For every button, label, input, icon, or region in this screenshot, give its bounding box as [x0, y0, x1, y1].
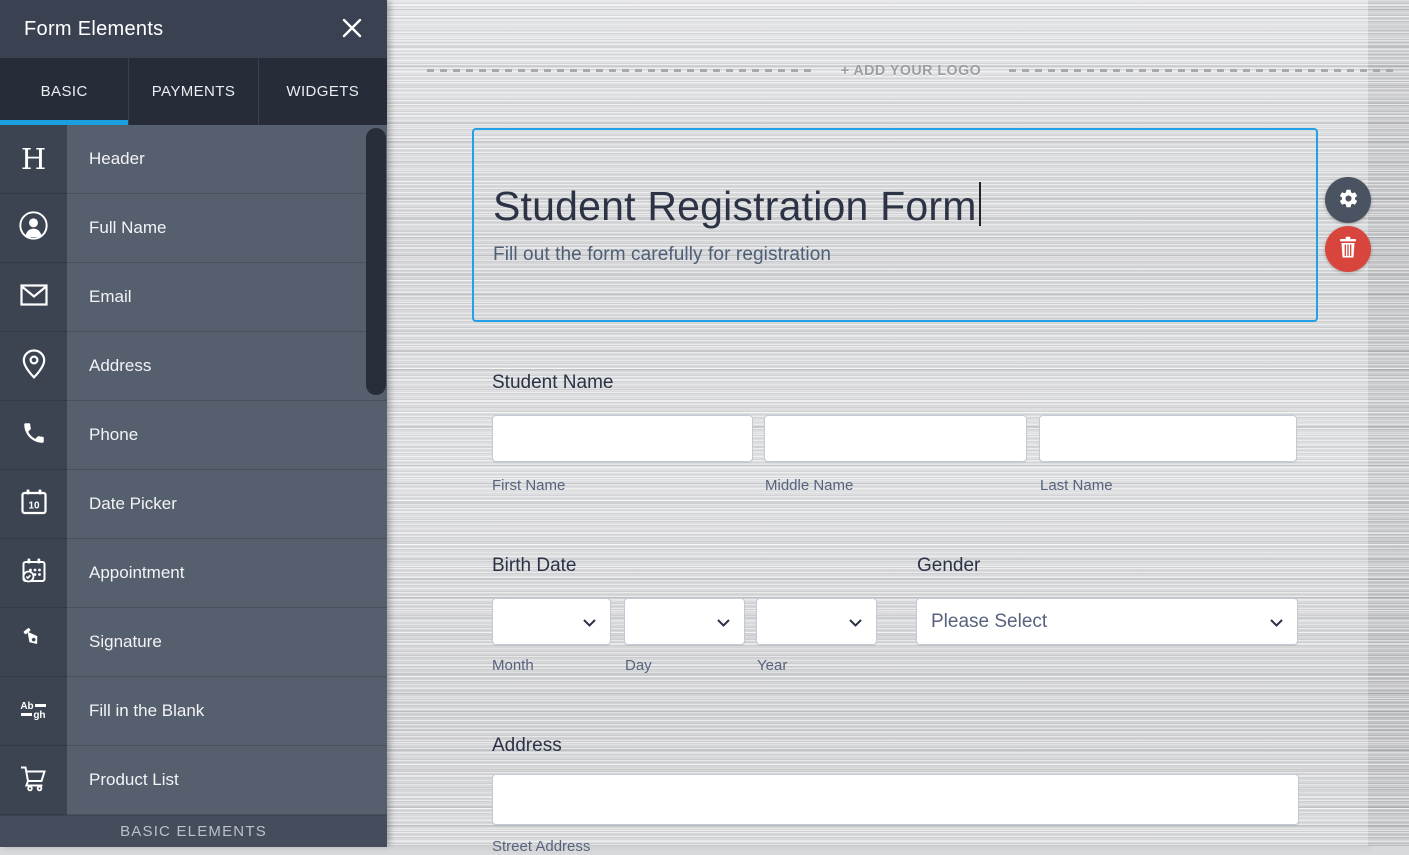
list-item-label: Address: [67, 332, 387, 401]
field-label: Gender: [917, 555, 981, 576]
address-icon: [22, 349, 46, 384]
full-name-icon: [18, 210, 49, 246]
element-list: [0, 125, 387, 815]
list-item-appointment[interactable]: [0, 539, 387, 608]
fill-in-the-blank-icon: Ab gh: [20, 701, 46, 721]
street-address-input[interactable]: [492, 774, 1299, 825]
list-item-label: Product List: [67, 746, 387, 815]
day-sublabel: Day: [625, 657, 652, 674]
list-item-label: Signature: [67, 608, 387, 677]
form-subtitle[interactable]: Fill out the form carefully for registration: [493, 244, 832, 265]
field-label: Address: [492, 735, 562, 756]
close-button[interactable]: [335, 12, 369, 46]
list-item-label: Full Name: [67, 194, 387, 263]
list-item-full-name[interactable]: [0, 194, 387, 263]
panel-title: Form Elements: [24, 17, 164, 40]
tab-basic[interactable]: BASIC: [0, 58, 128, 125]
month-select[interactable]: [492, 598, 611, 645]
list-item-label: Phone: [67, 401, 387, 470]
street-address-sublabel: Street Address: [492, 838, 591, 855]
first-name-sublabel: First Name: [492, 477, 566, 494]
svg-text:10: 10: [27, 500, 40, 511]
panel-header: [0, 0, 387, 58]
form-canvas: [387, 0, 1409, 855]
date-picker-icon: [20, 488, 48, 521]
phone-icon: [21, 420, 47, 451]
list-item-product-list[interactable]: [0, 746, 387, 815]
list-item-header[interactable]: [0, 125, 387, 194]
chevron-down-icon: [583, 611, 596, 633]
panel-tabs: [0, 58, 387, 125]
tab-payments[interactable]: PAYMENTS: [128, 58, 257, 125]
list-item-label: Fill in the Blank: [67, 677, 387, 746]
middle-name-input[interactable]: [764, 415, 1027, 462]
list-item-label: Header: [67, 125, 387, 194]
last-name-input[interactable]: [1039, 415, 1297, 462]
year-sublabel: Year: [757, 657, 788, 674]
list-item-label: Appointment: [67, 539, 387, 608]
close-icon: [341, 17, 363, 42]
month-sublabel: Month: [492, 657, 534, 674]
chevron-down-icon: [1270, 611, 1283, 633]
element-delete-button[interactable]: [1325, 226, 1371, 272]
add-logo-area[interactable]: [427, 61, 1395, 79]
gender-select[interactable]: [916, 598, 1298, 645]
element-settings-button[interactable]: [1325, 177, 1371, 223]
field-label: Student Name: [492, 372, 614, 393]
last-name-sublabel: Last Name: [1040, 477, 1113, 494]
header-icon: H: [20, 141, 47, 176]
list-item-address[interactable]: [0, 332, 387, 401]
gear-icon: [1338, 188, 1359, 212]
gender-select-placeholder: Please Select: [931, 610, 1048, 632]
signature-icon: [20, 626, 48, 659]
form-elements-panel: [0, 0, 387, 846]
logo-dash-left: [427, 69, 813, 72]
chevron-down-icon: [717, 611, 730, 633]
list-item-signature[interactable]: [0, 608, 387, 677]
first-name-input[interactable]: [492, 415, 753, 462]
list-item-email[interactable]: [0, 263, 387, 332]
form-header-element-selected[interactable]: [472, 128, 1318, 322]
list-item-label: Date Picker: [67, 470, 387, 539]
product-list-icon: [19, 764, 49, 797]
email-icon: [20, 284, 48, 311]
field-label: Birth Date: [492, 555, 577, 576]
list-item-label: Email: [67, 263, 387, 332]
add-logo-label: + ADD YOUR LOGO: [840, 61, 982, 79]
basic-elements-footer: BASIC ELEMENTS: [0, 815, 387, 847]
chevron-down-icon: [849, 611, 862, 633]
canvas-background: [1368, 0, 1409, 846]
day-select[interactable]: [624, 598, 745, 645]
tab-widgets[interactable]: WIDGETS: [258, 58, 387, 125]
text-cursor: [979, 182, 981, 226]
trash-icon: [1339, 238, 1357, 261]
form-title[interactable]: Student Registration Form: [493, 182, 981, 230]
list-item-fill-in-the-blank[interactable]: [0, 677, 387, 746]
list-item-date-picker[interactable]: [0, 470, 387, 539]
logo-dash-right: [1009, 69, 1395, 72]
middle-name-sublabel: Middle Name: [765, 477, 854, 494]
list-item-phone[interactable]: [0, 401, 387, 470]
appointment-icon: [20, 557, 48, 590]
year-select[interactable]: [756, 598, 877, 645]
panel-scrollbar-thumb[interactable]: [366, 128, 386, 395]
